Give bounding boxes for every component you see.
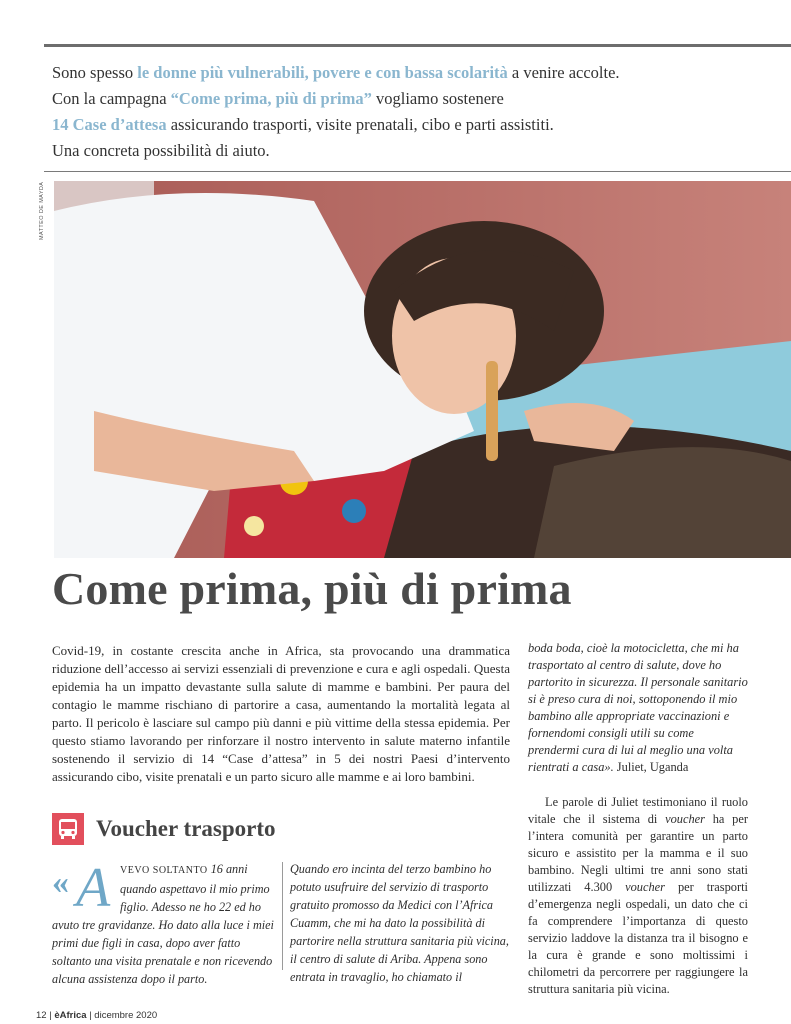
headline: Come prima, più di prima [52,563,572,614]
intro-line-1: Sono spesso le donne più vulnerabili, povere e con bassa scolarità a venire accolte. [52,63,620,82]
top-rule [44,44,791,47]
section-title: Voucher trasporto [96,816,276,841]
bus-icon [52,813,84,845]
intro-line-4: Una concreta possibilità di aiuto. [52,141,270,160]
photo-credit: MATTEO DE MAYDA [39,181,45,240]
intro-line-3: 14 Case d’attesa assicurando trasporti, visite prenatali, cibo e parti assistiti. [52,115,554,134]
page-footer: 12 | èAfrica | dicembre 2020 [36,1010,158,1021]
testimony-attribution: Juliet, Uganda [613,760,689,774]
intro-highlight-1: le donne più vulnerabili, povere e con bassa scolarità [137,63,508,82]
article-body: Covid-19, in costante crescita anche in Africa, sta provocando una drammatica riduzione dell’accesso ai servizi essenziali di prevenzione e cura e agli ospedali. Questa epidemia ha un impatto devastante sulla salute di mamme e bambini. Per paura del contagio le mamme rischiano di partorire a casa, aumentando la mortalità legata al parto. Il pericolo è lasciare sul campo più danni e più vittime della stessa epidemia. Per questo stiamo lavorando per rinforzare il nostro intervento in salute materno infantile sostenendo il servizio di 14 “Case d’attesa” in 5 dei nostri Paesi d’intervento assicurando cibo, visite prenatali e un parto sicuro alle mamme e ai loro bambini. [52,643,510,784]
hero-photo [54,181,791,558]
right-column [528,640,748,998]
intro-rule [44,171,791,172]
issue-date: dicembre 2020 [94,1010,158,1021]
closing-paragraph: Le parole di Juliet testimoniano il ruolo vitale che il sistema di voucher ha per l’intera comunità per garantire un parto sicuro e assistito per la mamma e il suo bambino. Negli ultimi tre anni sono stati utilizzati 4.300 voucher per trasporti d’emergenza negli ospedali, un dato che ci fa comprendere l’importanza di questo servizio laddove la distanza tra il bisogno e la cura è grande e sono moltissimi i chilometri da percorrere per raggiungere la struttura sanitaria più vicina. [528,795,748,996]
intro-highlight-2: “Come prima, più di prima” [170,89,372,108]
dropcap: « A [52,857,111,919]
bus-icon-graphic [58,818,78,840]
magazine-name: èAfrica [54,1010,87,1021]
section-header [52,813,276,845]
column-divider [282,862,283,970]
testimony-column-1: « A VEVO SOLTANTO 16 anni quando aspettavo il mio primo figlio. Adesso ne ho 22 ed ho avuto tre gravidanze. Ho dato alla luce i miei primi due figli in casa, dopo aver fatto soltanto una visita prenatale e non ricevendo alcuna assistenza dopo il parto. [52,857,274,986]
intro-highlight-3: 14 Case d’attesa [52,115,167,134]
hero-photo-illustration [54,181,791,558]
testimony-column-2: Quando ero incinta del terzo bambino ho potuto usufruire del servizio di trasporto gratuito promosso da Medici con l’Africa Cuamm, che mi ha dato la possibilità di partorire nella struttura sanitaria più vicina, il centro di salute di Ariba. Appena sono entrata in travaglio, ho chiamato il [290,862,509,984]
testimony-continuation: boda boda, cioè la motocicletta, che mi ha trasportato al centro di salute, dove ho partorito in sicurezza. Il personale sanitario si è preso cura di noi, sottoponendo il mio bambino alle appropriate vaccinazioni e fornendomi consigli utili su come prendermi cura di lui al meglio una volta rientrati a casa». Juliet, Uganda [528,641,748,774]
page-number: 12 [36,1010,47,1021]
intro-box [52,60,782,164]
intro-line-2: Con la campagna “Come prima, più di prima” vogliamo sostenere [52,89,504,108]
